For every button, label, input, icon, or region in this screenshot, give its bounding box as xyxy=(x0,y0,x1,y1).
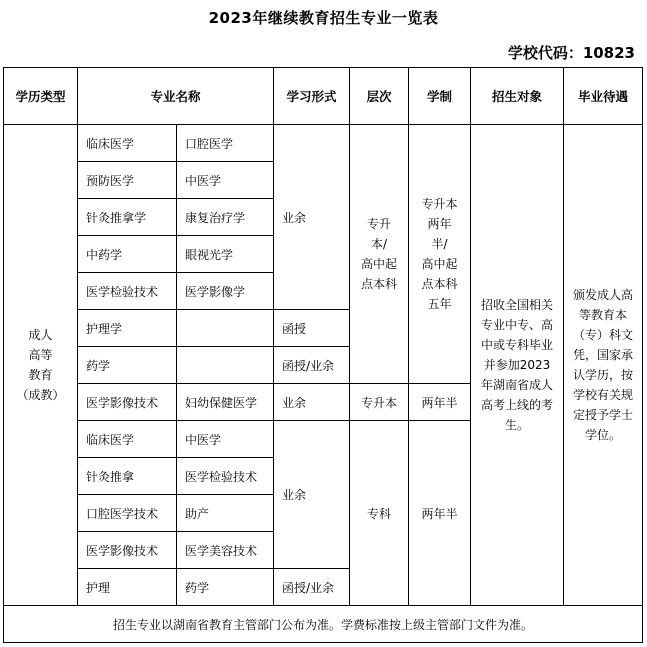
duration-cell: 两年半 xyxy=(409,421,471,606)
major-cell: 医学影像学 xyxy=(177,273,274,310)
major-cell: 医学影像技术 xyxy=(78,532,177,569)
level-cell: 专升本 xyxy=(350,384,409,421)
form-cell: 业余 xyxy=(274,125,350,310)
form-cell: 业余 xyxy=(274,384,350,421)
major-cell: 眼视光学 xyxy=(177,236,274,273)
major-cell: 妇幼保健医学 xyxy=(177,384,274,421)
major-cell: 医学美容技术 xyxy=(177,532,274,569)
edu-type-cell: 成人 高等 教育 （成教） xyxy=(4,125,78,606)
major-cell: 口腔医学 xyxy=(177,125,274,162)
major-cell: 中医学 xyxy=(177,421,274,458)
major-cell: 护理学 xyxy=(78,310,177,347)
major-cell: 药学 xyxy=(177,569,274,606)
header-edu-type: 学历类型 xyxy=(4,68,78,125)
major-cell: 康复治疗学 xyxy=(177,199,274,236)
header-target: 招生对象 xyxy=(471,68,564,125)
major-cell xyxy=(177,347,274,384)
major-cell: 针灸推拿学 xyxy=(78,199,177,236)
header-major: 专业名称 xyxy=(78,68,274,125)
target-cell: 招收全国相关 专业中专、高 中或专科毕业 并参加2023 年湖南省成人 高考上线的考 生。 xyxy=(471,125,564,606)
footnote: 招生专业以湖南省教育主管部门公布为准。学费标准按上级主管部门文件为准。 xyxy=(4,606,643,643)
header-duration: 学制 xyxy=(409,68,471,125)
note-row xyxy=(4,606,643,643)
major-cell: 针灸推拿 xyxy=(78,458,177,495)
major-cell: 预防医学 xyxy=(78,162,177,199)
major-cell: 药学 xyxy=(78,347,177,384)
table-row xyxy=(4,125,643,162)
graduation-cell: 颁发成人高 等教育本 （专）科文 凭，国家承 认学历，按 学校有关规 定授予学士 学位。 xyxy=(564,125,643,606)
major-cell xyxy=(177,310,274,347)
table-header-row xyxy=(4,68,643,125)
major-cell: 医学影像技术 xyxy=(78,384,177,421)
major-cell: 中医学 xyxy=(177,162,274,199)
major-cell: 助产 xyxy=(177,495,274,532)
school-code: 学校代码：10823 xyxy=(507,44,635,62)
form-cell: 函授/业余 xyxy=(274,347,350,384)
major-cell: 医学检验技术 xyxy=(78,273,177,310)
major-cell: 口腔医学技术 xyxy=(78,495,177,532)
major-cell: 医学检验技术 xyxy=(177,458,274,495)
form-cell: 业余 xyxy=(274,421,350,569)
form-cell: 函授 xyxy=(274,310,350,347)
header-graduation: 毕业待遇 xyxy=(564,68,643,125)
major-cell: 临床医学 xyxy=(78,125,177,162)
major-cell: 临床医学 xyxy=(78,421,177,458)
form-cell: 函授/业余 xyxy=(274,569,350,606)
majors-table xyxy=(3,67,643,643)
duration-cell: 两年半 xyxy=(409,384,471,421)
header-level: 层次 xyxy=(350,68,409,125)
level-cell: 专升 本/ 高中起 点本科 xyxy=(350,125,409,384)
level-cell: 专科 xyxy=(350,421,409,606)
major-cell: 护理 xyxy=(78,569,177,606)
duration-cell: 专升本 两年 半/ 高中起 点本科 五年 xyxy=(409,125,471,384)
major-cell: 中药学 xyxy=(78,236,177,273)
header-form: 学习形式 xyxy=(274,68,350,125)
page-title: 2023年继续教育招生专业一览表 xyxy=(208,9,439,27)
